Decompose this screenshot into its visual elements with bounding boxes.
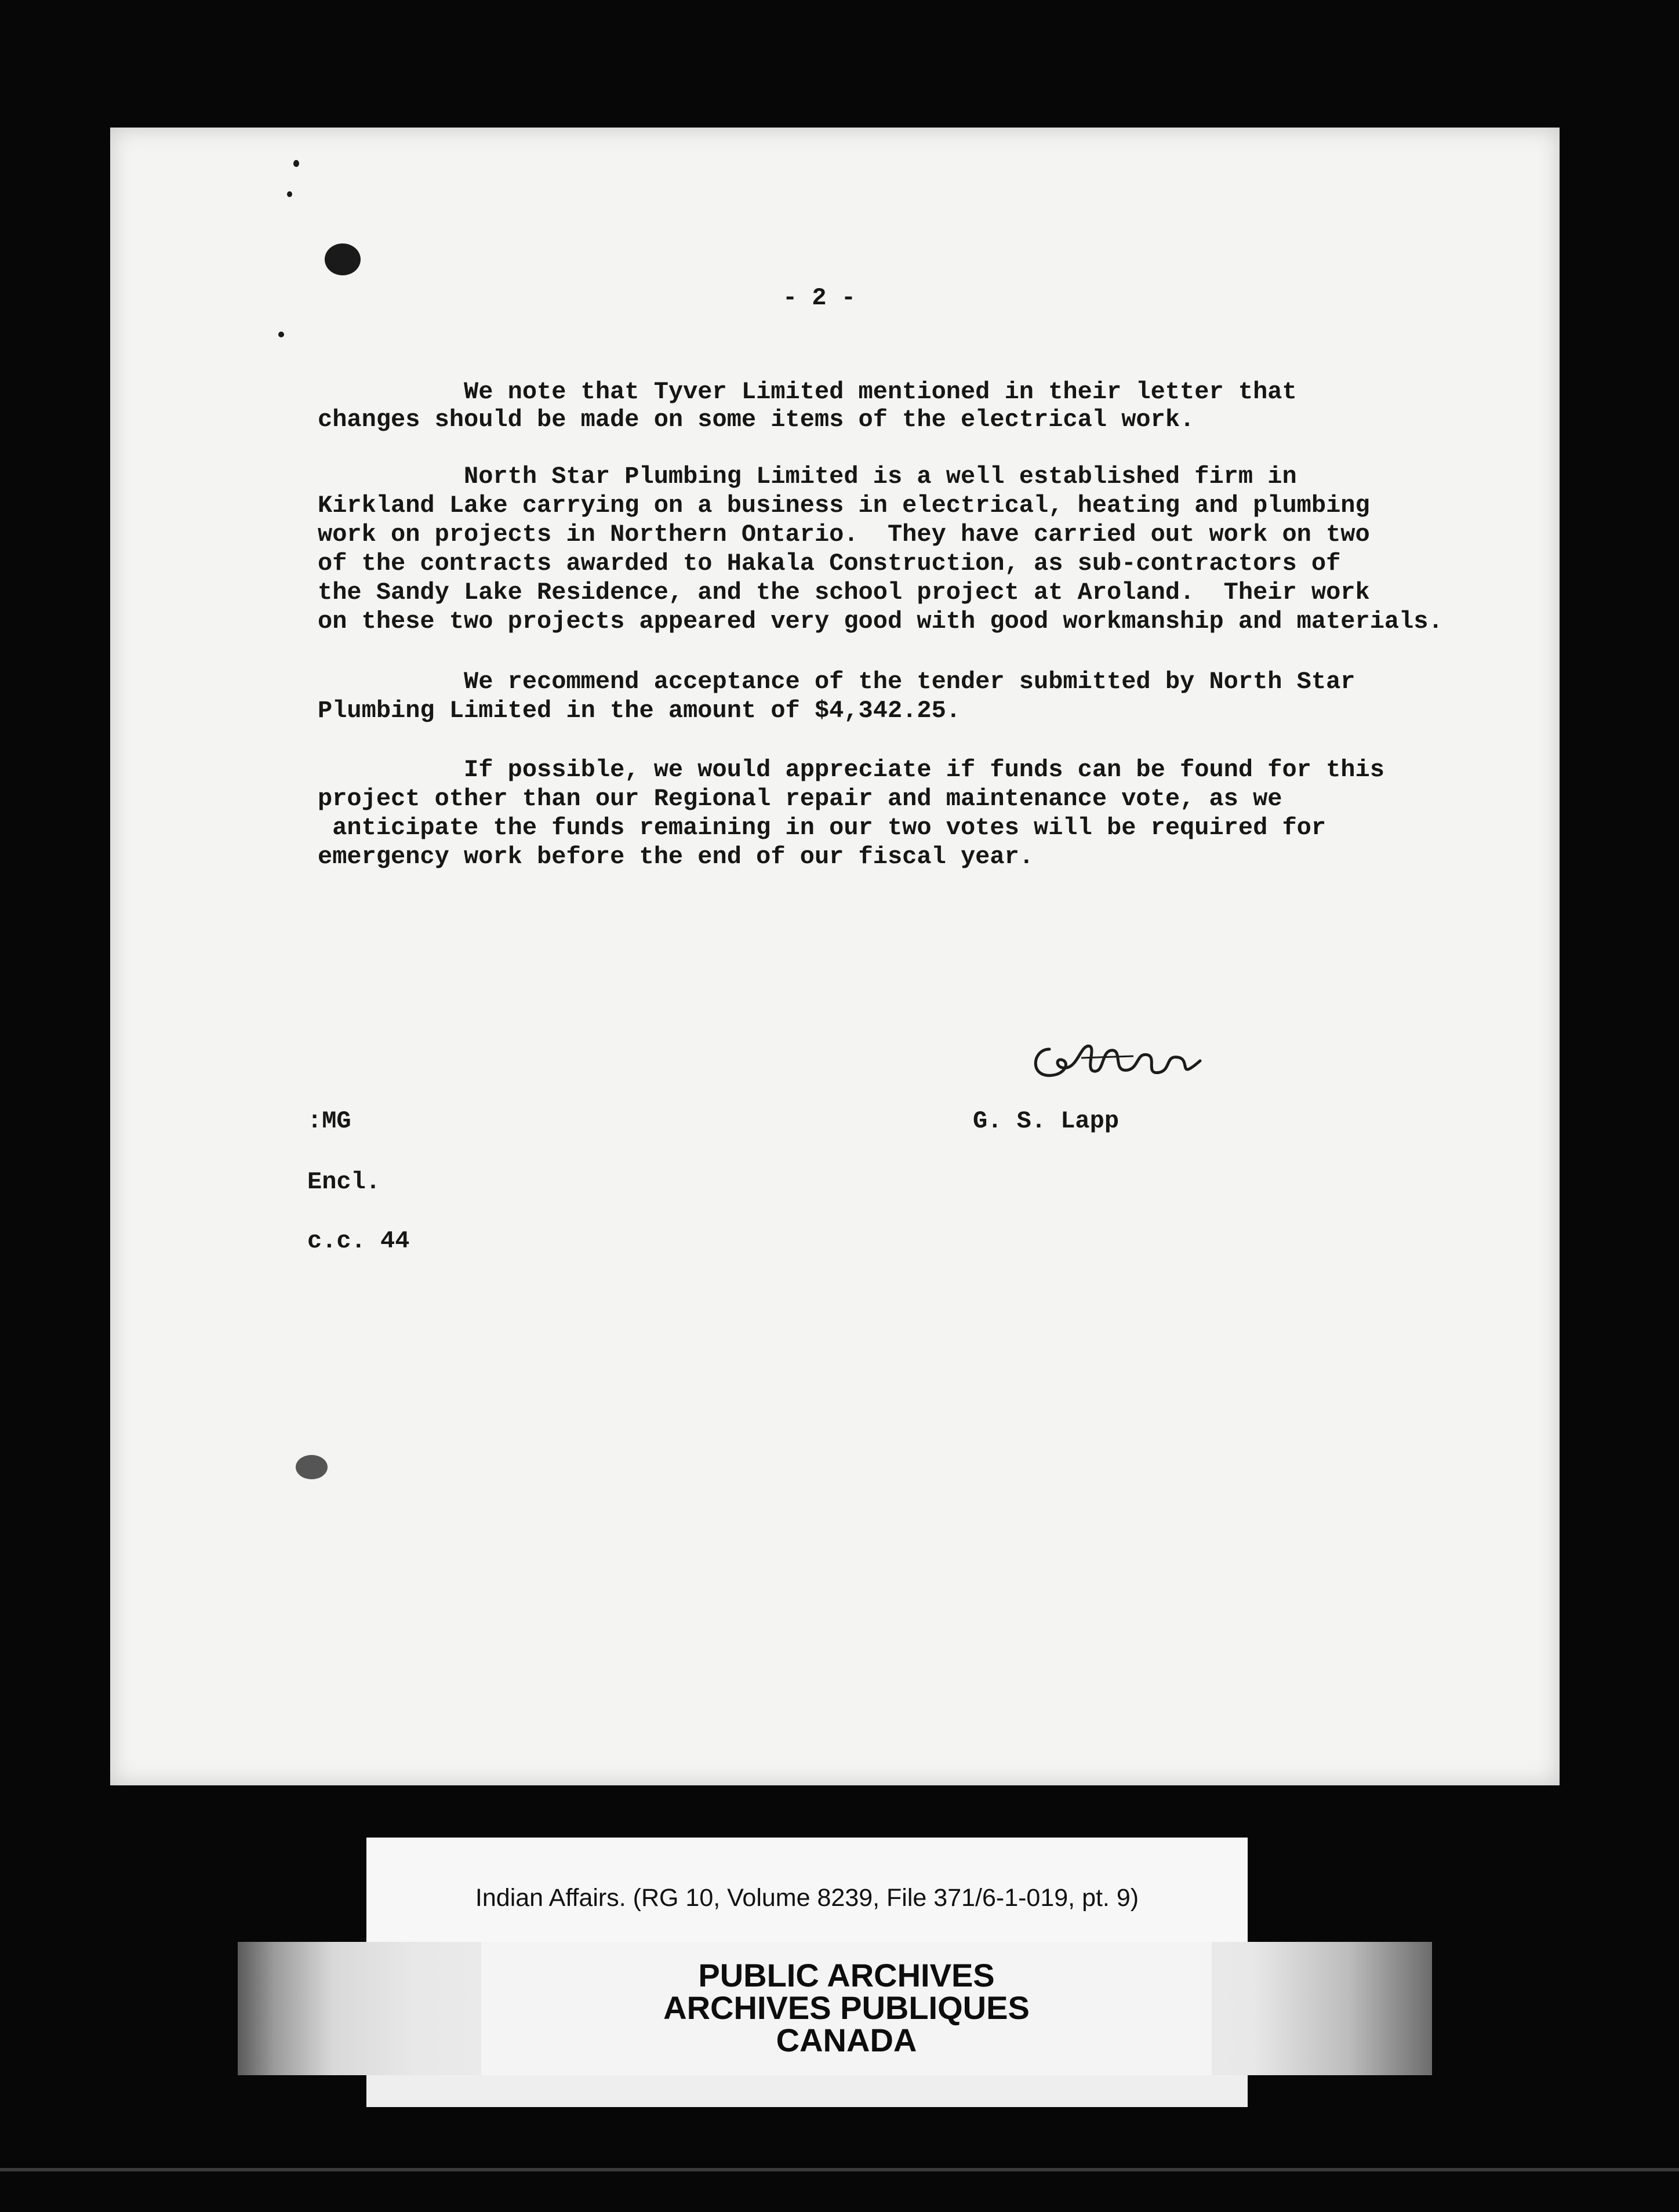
film-edge bbox=[0, 2168, 1679, 2171]
text-line: We note that Tyver Limited mentioned in their letter that bbox=[318, 378, 1297, 406]
ink-blot bbox=[325, 243, 361, 275]
label-strip bbox=[366, 2075, 1248, 2107]
text-line: Plumbing Limited in the amount of $4,342.25. bbox=[318, 697, 961, 725]
ink-blot bbox=[296, 1455, 328, 1479]
stamp-line: CANADA bbox=[776, 2022, 917, 2058]
document-page bbox=[110, 128, 1560, 1785]
text-line: work on projects in Northern Ontario. They have carried out work on two bbox=[318, 521, 1370, 548]
carbon-copy-note: c.c. 44 bbox=[307, 1227, 410, 1255]
text-line: We recommend acceptance of the tender submitted by North Star bbox=[318, 668, 1355, 696]
stamp-line: ARCHIVES PUBLIQUES bbox=[663, 1989, 1030, 2026]
enclosure-note: Encl. bbox=[307, 1168, 381, 1196]
stamp-line: PUBLIC ARCHIVES bbox=[698, 1957, 995, 1993]
text-line: on these two projects appeared very good with good workmanship and materials. bbox=[318, 607, 1443, 635]
text-line: changes should be made on some items of the electrical work. bbox=[318, 406, 1195, 434]
ink-blot bbox=[278, 332, 284, 337]
archive-stamp-band bbox=[238, 1942, 1432, 2075]
text-line: Kirkland Lake carrying on a business in electrical, heating and plumbing bbox=[318, 492, 1370, 519]
archive-citation: Indian Affairs. (RG 10, Volume 8239, File 371/6-1-019, pt. 9) bbox=[475, 1884, 1139, 1912]
text-line: the Sandy Lake Residence, and the school project at Aroland. Their work bbox=[318, 579, 1370, 606]
initials: :MG bbox=[307, 1107, 351, 1135]
text-line: anticipate the funds remaining in our two votes will be required for bbox=[318, 814, 1327, 842]
ink-blot bbox=[293, 160, 299, 167]
archive-stamp-text bbox=[481, 1959, 1212, 2057]
citation-label bbox=[366, 1838, 1248, 1945]
text-line: North Star Plumbing Limited is a well established firm in bbox=[318, 463, 1297, 490]
text-line: emergency work before the end of our fiscal year. bbox=[318, 843, 1034, 871]
text-line: of the contracts awarded to Hakala Construction, as sub-contractors of bbox=[318, 550, 1341, 577]
archive-stamp bbox=[481, 1942, 1212, 2075]
signer-name: G. S. Lapp bbox=[973, 1107, 1120, 1135]
text-line: If possible, we would appreciate if funds can be found for this bbox=[318, 756, 1384, 784]
page-number: - 2 - bbox=[783, 284, 856, 312]
signature bbox=[1026, 1026, 1212, 1096]
text-line: project other than our Regional repair and maintenance vote, as we bbox=[318, 785, 1282, 813]
ink-blot bbox=[287, 191, 292, 197]
